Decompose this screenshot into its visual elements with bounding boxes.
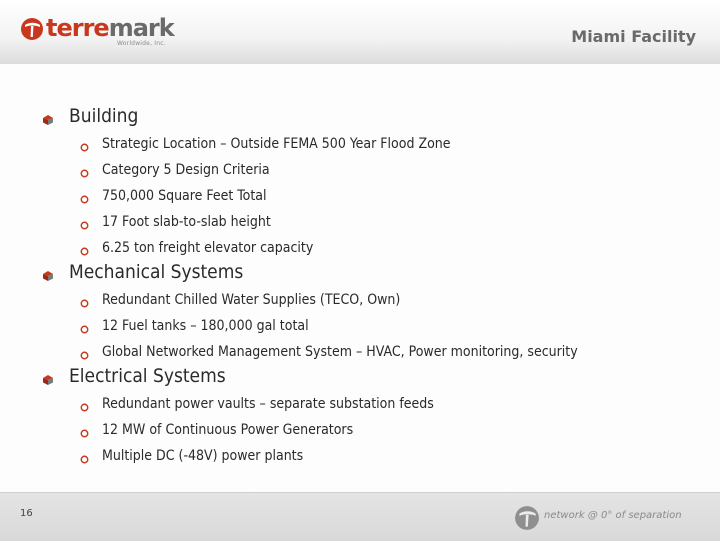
section-heading: Electrical Systems bbox=[69, 365, 226, 387]
level2-bullet-icon bbox=[80, 299, 89, 308]
level1-bullet-icon bbox=[42, 114, 54, 126]
logo-word-mark: mark bbox=[108, 14, 174, 42]
level2-bullet-icon bbox=[80, 169, 89, 178]
content-area bbox=[0, 64, 720, 492]
section-heading: Mechanical Systems bbox=[69, 261, 244, 283]
list-item: Redundant Chilled Water Supplies (TECO, Own) bbox=[102, 292, 401, 308]
level2-bullet-icon bbox=[80, 403, 89, 412]
list-item: 17 Foot slab-to-slab height bbox=[102, 214, 271, 230]
footer-tagline: network @ 0° of separation bbox=[544, 510, 682, 521]
logo-word-terre: terre bbox=[46, 14, 109, 42]
page-number: 16 bbox=[20, 508, 33, 519]
list-item: 750,000 Square Feet Total bbox=[102, 188, 267, 204]
terremark-logo bbox=[20, 13, 174, 53]
terremark-footer-logo-icon bbox=[514, 505, 540, 531]
logo-subtitle: Worldwide, Inc. bbox=[117, 40, 166, 47]
level2-bullet-icon bbox=[80, 455, 89, 464]
list-item: Strategic Location – Outside FEMA 500 Year Flood Zone bbox=[102, 136, 451, 152]
list-item: 12 Fuel tanks – 180,000 gal total bbox=[102, 318, 309, 334]
level1-bullet-icon bbox=[42, 374, 54, 386]
level2-bullet-icon bbox=[80, 325, 89, 334]
logo-wordmark bbox=[46, 14, 174, 42]
slide-title: Miami Facility bbox=[571, 27, 696, 46]
section-heading: Building bbox=[69, 105, 139, 127]
level2-bullet-icon bbox=[80, 143, 89, 152]
level1-bullet-icon bbox=[42, 270, 54, 282]
footer-bar bbox=[0, 492, 720, 541]
level2-bullet-icon bbox=[80, 221, 89, 230]
list-item: 6.25 ton freight elevator capacity bbox=[102, 240, 314, 256]
list-item: Category 5 Design Criteria bbox=[102, 162, 270, 178]
level2-bullet-icon bbox=[80, 195, 89, 204]
list-item: Multiple DC (-48V) power plants bbox=[102, 448, 304, 464]
list-item: Global Networked Management System – HVAC, Power monitoring, security bbox=[102, 344, 578, 360]
list-item: 12 MW of Continuous Power Generators bbox=[102, 422, 354, 438]
level2-bullet-icon bbox=[80, 351, 89, 360]
level2-bullet-icon bbox=[80, 247, 89, 256]
header-bar bbox=[0, 0, 720, 65]
terremark-t-logo-icon bbox=[20, 17, 44, 41]
level2-bullet-icon bbox=[80, 429, 89, 438]
list-item: Redundant power vaults – separate substation feeds bbox=[102, 396, 434, 412]
